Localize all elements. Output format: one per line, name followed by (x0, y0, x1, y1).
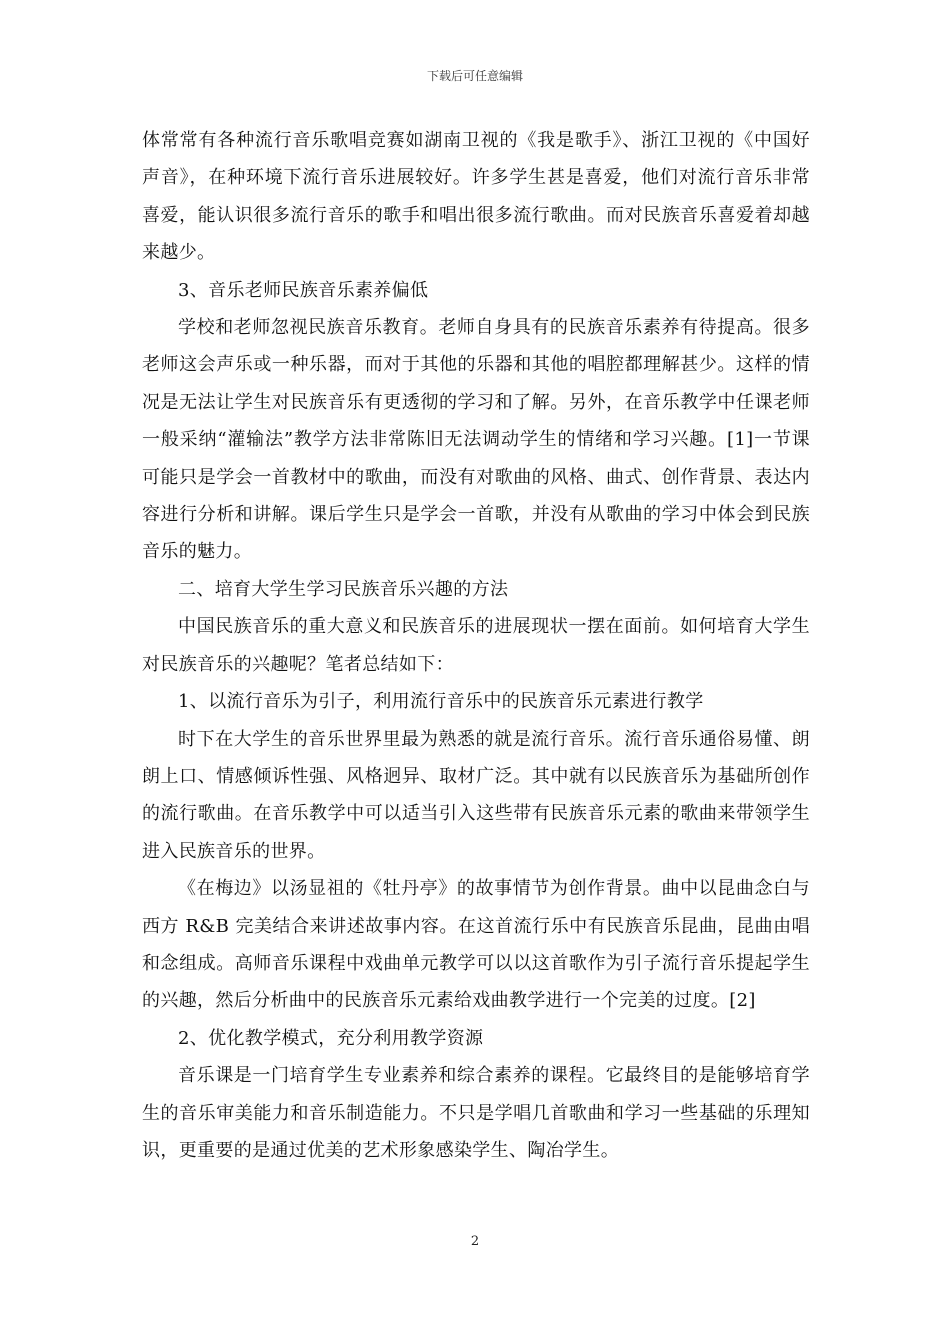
page-number: 2 (470, 1234, 480, 1249)
section-heading-methods: 二、培育大学生学习民族音乐兴趣的方法 (178, 578, 509, 600)
paragraph-continuation: 体常常有各种流行音乐歌唱竞赛如湖南卫视的《我是歌手》、浙江卫视的《中国好声音》，在种环境下流行音乐进展较好。许多学生甚是喜爱，他们对流行音乐非常喜爱，能认识很多流行音乐的歌手和唱出很多流行歌曲。而对民族音乐喜爱着却越来越少。 (142, 130, 810, 264)
paragraph-methods-intro: 中国民族音乐的重大意义和民族音乐的进展现状一摆在面前。如何培育大学生对民族音乐的兴趣呢？笔者总结如下： (142, 616, 810, 675)
subheading-teacher-literacy: 3、音乐老师民族音乐素养偏低 (178, 279, 429, 301)
page-header: 下载后可任意编辑 (426, 69, 523, 83)
subheading-pop-music: 1、以流行音乐为引子，利用流行音乐中的民族音乐元素进行教学 (178, 691, 704, 713)
paragraph-pop-music: 时下在大学生的音乐世界里最为熟悉的就是流行音乐。流行音乐通俗易懂、朗朗上口、情感倾诉性强、风格迥异、取材广泛。其中就有以民族音乐为基础所创作的流行歌曲。在音乐教学中可以适当引入这些带有民族音乐元素的歌曲来带领学生进入民族音乐的世界。 (142, 728, 810, 862)
paragraph-teaching-mode: 音乐课是一门培育学生专业素养和综合素养的课程。它最终目的是能够培育学生的音乐审美能力和音乐制造能力。不只是学唱几首歌曲和学习一些基础的乐理知识，更重要的是通过优美的艺术形象感染学生、陶冶学生。 (142, 1065, 810, 1161)
paragraph-zai-mei-bian: 《在梅边》以汤显祖的《牡丹亭》的故事情节为创作背景。曲中以昆曲念白与西方 R&B 完美结合来讲述故事内容。在这首流行乐中有民族音乐昆曲，昆曲由唱和念组成。高师音乐课程中戏曲单元教学可以以这首歌作为引子流行音乐提起学生的兴趣，然后分析曲中的民族音乐元素给戏曲教学进行一个完美的过度。[2] (142, 878, 810, 1012)
paragraph-teacher-literacy: 学校和老师忽视民族音乐教育。老师自身具有的民族音乐素养有待提高。很多老师这会声乐或一种乐器，而对于其他的乐器和其他的唱腔都理解甚少。这样的情况是无法让学生对民族音乐有更透彻的学习和了解。另外，在音乐教学中任课老师一般采纳“灌输法”教学方法非常陈旧无法调动学生的情绪和学习兴趣。[1]一节课可能只是学会一首教材中的歌曲，而没有对歌曲的风格、曲式、创作背景、表达内容进行分析和讲解。课后学生只是学会一首歌，并没有从歌曲的学习中体会到民族音乐的魅力。 (142, 317, 810, 563)
document-body (142, 122, 810, 1169)
subheading-teaching-mode: 2、优化教学模式，充分利用教学资源 (178, 1027, 484, 1049)
